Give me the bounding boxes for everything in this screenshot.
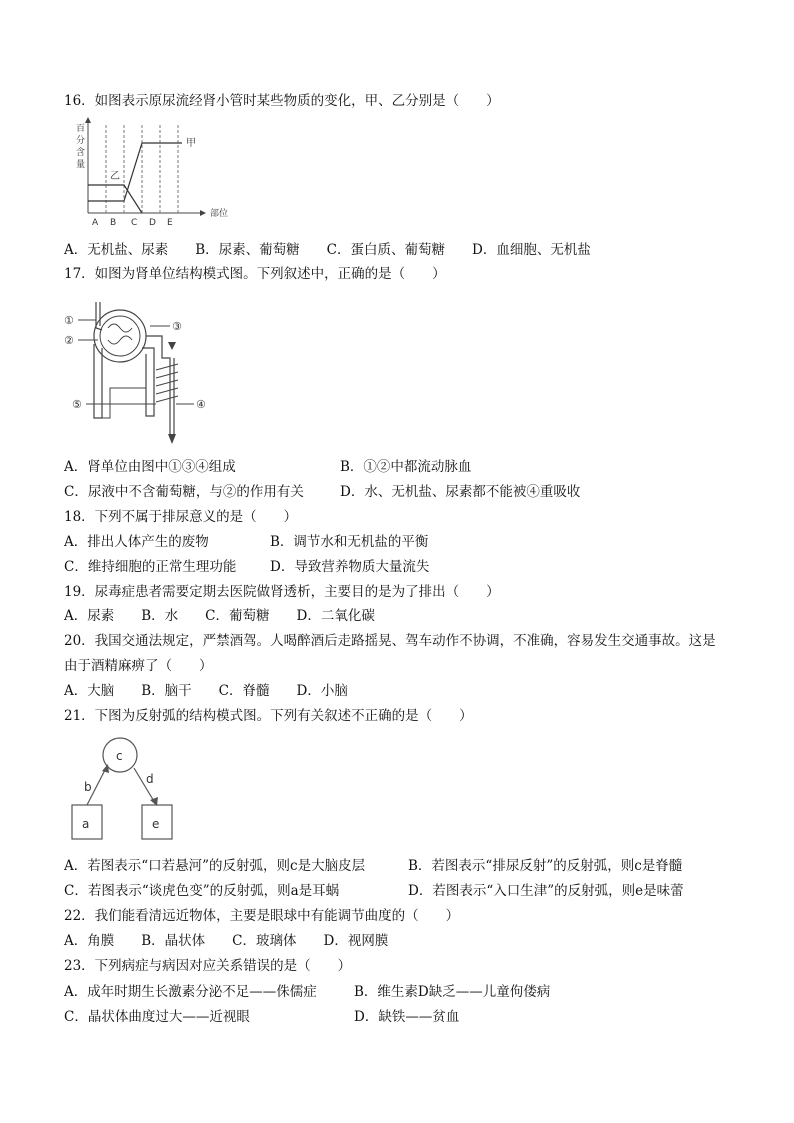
- q23-option-a: A．成年时期生长激素分泌不足——侏儒症: [64, 984, 317, 1000]
- q21-label-b: b: [84, 780, 92, 794]
- q17-option-c: C．尿液中不含葡萄糖，与②的作用有关: [64, 484, 304, 500]
- q20-options: A．大脑 B．脑干 C．脊髓 D．小脑: [64, 683, 348, 699]
- q18-stem: 18．下列不属于排尿意义的是（ ）: [64, 509, 298, 525]
- q16-tick-d: D: [149, 218, 156, 228]
- q18-option-a: A．排出人体产生的废物: [64, 534, 209, 550]
- q16-ylabel-3: 含: [76, 148, 86, 158]
- q21-option-a: A．若图表示“口若悬河”的反射弧，则c是大脑皮层: [64, 858, 366, 874]
- q16-chart: [70, 115, 240, 230]
- q16-xlabel: 部位: [210, 209, 229, 219]
- q23-stem: 23．下列病症与病因对应关系错误的是（ ）: [64, 958, 352, 974]
- q16-stem: 16．如图表示原尿流经肾小管时某些物质的变化，甲、乙分别是（ ）: [64, 93, 500, 109]
- q21-stem: 21．下图为反射弧的结构模式图。下列有关叙述不正确的是（ ）: [64, 708, 473, 724]
- q17-stem: 17．如图为肾单位结构模式图。下列叙述中，正确的是（ ）: [64, 266, 446, 282]
- q17-nephron-diagram: [62, 298, 222, 446]
- q17-label-3: ③: [172, 320, 182, 333]
- q20-stem-line2: 由于酒精麻痹了（ ）: [64, 658, 213, 674]
- q21-reflex-arc-diagram: [70, 735, 190, 843]
- q23-option-c: C．晶状体曲度过大——近视眼: [64, 1009, 250, 1025]
- q21-label-e: e: [152, 817, 160, 831]
- q16-label-yi: 乙: [110, 171, 120, 182]
- q17-option-a: A．肾单位由图中①③④组成: [64, 459, 236, 475]
- q16-ylabel-1: 百: [76, 124, 86, 134]
- q18-option-c: C．维持细胞的正常生理功能: [64, 559, 237, 575]
- q20-stem-line1: 20．我国交通法规定，严禁酒驾。人喝醉酒后走路摇晃、驾车动作不协调，不准确，容易发生交通事故。这是: [64, 633, 716, 649]
- q16-ylabel-2: 分: [76, 136, 86, 146]
- q19-stem: 19．尿毒症患者需要定期去医院做肾透析，主要目的是为了排出（ ）: [64, 584, 500, 600]
- q21-option-b: B．若图表示“排尿反射”的反射弧，则c是脊髓: [408, 858, 683, 874]
- q17-label-2: ②: [64, 334, 74, 347]
- q16-tick-a: A: [92, 218, 99, 228]
- q17-option-b: B．①②中都流动脉血: [340, 459, 472, 475]
- q21-label-d: d: [146, 772, 154, 786]
- q17-label-5: ⑤: [72, 398, 82, 411]
- q16-tick-b: B: [110, 218, 117, 228]
- q18-option-b: B．调节水和无机盐的平衡: [270, 534, 429, 550]
- q17-option-d: D．水、无机盐、尿素都不能被④重吸收: [340, 484, 581, 500]
- q22-options: A．角膜 B．晶状体 C．玻璃体 D．视网膜: [64, 933, 389, 949]
- q19-options: A．尿素 B．水 C．葡萄糖 D．二氧化碳: [64, 608, 375, 624]
- q22-stem: 22．我们能看清远近物体，主要是眼球中有能调节曲度的（ ）: [64, 908, 460, 924]
- q23-option-b: B．维生素D缺乏——儿童佝偻病: [354, 984, 551, 1000]
- q23-option-d: D．缺铁——贫血: [354, 1009, 460, 1025]
- q21-label-a: a: [82, 817, 90, 831]
- q16-ylabel-4: 量: [76, 160, 86, 170]
- q21-option-d: D．若图表示“入口生津”的反射弧，则e是味蕾: [408, 883, 684, 899]
- q16-tick-e: E: [167, 218, 173, 228]
- q21-label-c: c: [116, 749, 123, 763]
- q16-options: A．无机盐、尿素 B．尿素、葡萄糖 C．蛋白质、葡萄糖 D．血细胞、无机盐: [64, 242, 591, 258]
- q21-option-c: C．若图表示“谈虎色变”的反射弧，则a是耳蜗: [64, 883, 340, 899]
- q16-tick-c: C: [131, 218, 138, 228]
- q17-label-1: ①: [64, 314, 74, 327]
- q18-option-d: D．导致营养物质大量流失: [270, 559, 430, 575]
- q16-label-jia: 甲: [186, 138, 196, 149]
- q17-label-4: ④: [196, 398, 206, 411]
